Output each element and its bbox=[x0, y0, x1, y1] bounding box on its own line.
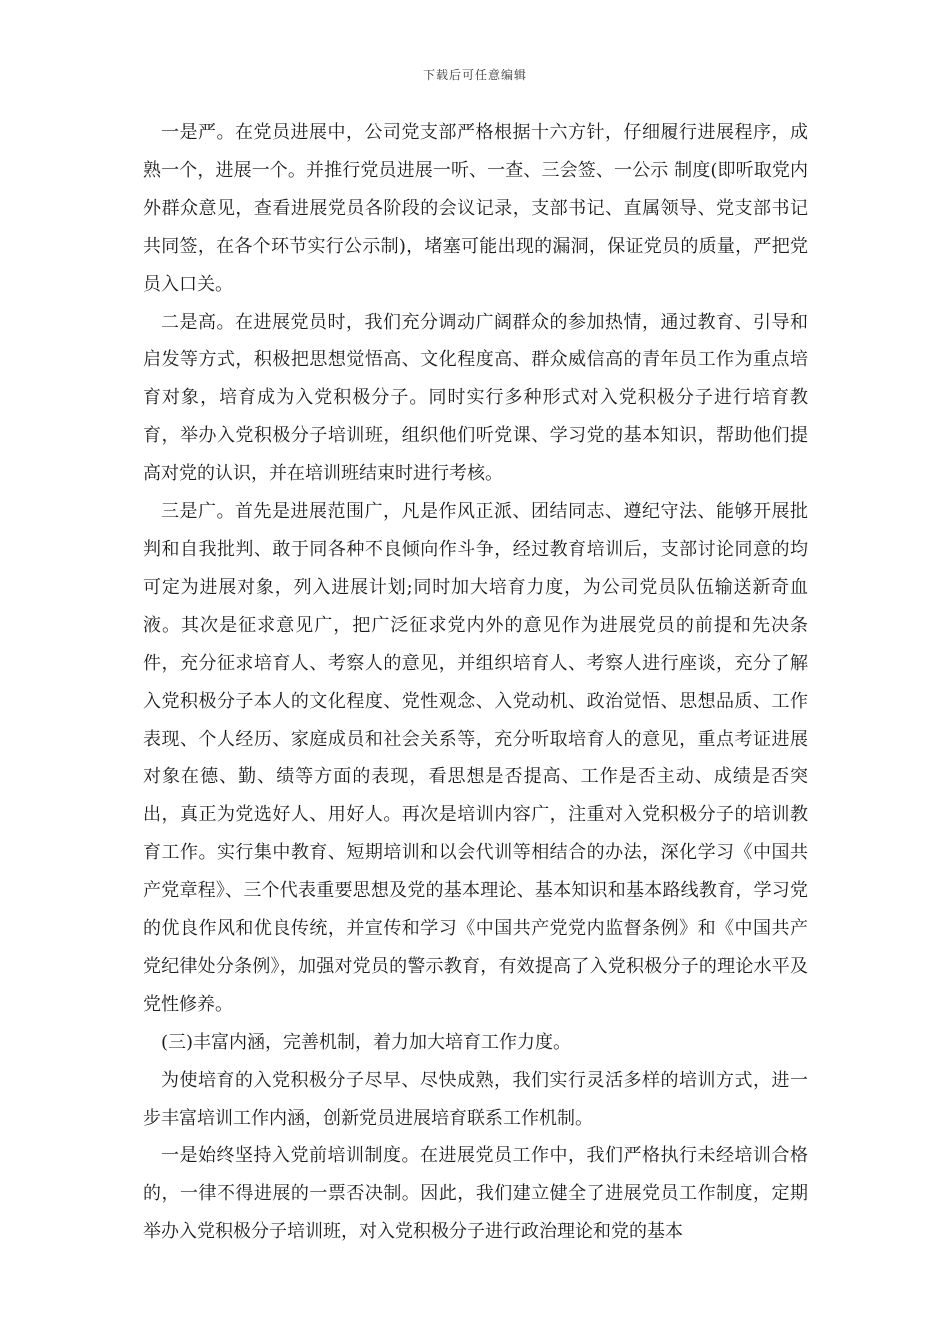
page-header: 下载后可任意编辑 bbox=[422, 68, 527, 82]
section-heading: (三)丰富内涵，完善机制，着力加大培育工作力度。 bbox=[161, 1031, 572, 1053]
paragraph-broad: 三是广。首先是进展范围广，凡是作风正派、团结同志、遵纪守法、能够开展批判和自我批判、敢于同各种不良倾向作斗争，经过教育培训后，支部讨论同意的均可定为进展对象，列入进展计划;同时加大培育力度，为公司党员队伍输送新奇血液。其次是征求意见广，把广泛征求党内外的意见作为进展党员的前提和先决条件，充分征求培育人、考察人的意见，并组织培育人、考察人进行座谈，充分了解入党积极分子本人的文化程度、党性观念、入党动机、政治觉悟、思想品质、工作表现、个人经历、家庭成员和社会关系等，充分听取培育人的意见，重点考证进展对象在德、勤、绩等方面的表现，看思想是否提高、工作是否主动、成绩是否突出，真正为党选好人、用好人。再次是培训内容广，注重对入党积极分子的培训教育工作。实行集中教育、短期培训和以会代训等相结合的办法，深化学习《中国共产党章程》、三个代表重要思想及党的基本理论、基本知识和基本路线教育，学习党的优良作风和优良传统，并宣传和学习《中国共产党党内监督条例》和《中国共产党纪律处分条例》，加强对党员的警示教育，有效提高了入党积极分子的理论水平及党性修养。 bbox=[143, 501, 808, 1015]
paragraph-intro: 为使培育的入党积极分子尽早、尽快成熟，我们实行灵活多样的培训方式，进一步丰富培训工作内涵，创新党员进展培育联系工作机制。 bbox=[143, 1069, 808, 1129]
paragraph-high: 二是高。在进展党员时，我们充分调动广阔群众的参加热情，通过教育、引导和启发等方式，积极把思想觉悟高、文化程度高、群众威信高的青年员工作为重点培育对象，培育成为入党积极分子。同时实行多种形式对入党积极分子进行培育教育，举办入党积极分子培训班，组织他们听党课、学习党的基本知识，帮助他们提高对党的认识，并在培训班结束时进行考核。 bbox=[143, 311, 808, 485]
paragraph-strict: 一是严。在党员进展中，公司党支部严格根据十六方针，仔细履行进展程序，成熟一个，进展一个。并推行党员进展一听、一查、三会签、一公示 制度(即听取党内外群众意见，查看进展党员各阶段的会议记录，支部书记、直属领导、党支部书记共同签，在各个环节实行公示制)，堵塞可能出现的漏洞，保证党员的质量，严把党员入口关。 bbox=[143, 122, 808, 295]
paragraph-training: 一是始终坚持入党前培训制度。在进展党员工作中，我们严格执行未经培训合格的，一律不得进展的一票否决制。因此，我们建立健全了进展党员工作制度，定期举办入党积极分子培训班，对入党积极分子进行政治理论和党的基本 bbox=[143, 1145, 808, 1243]
document-body bbox=[143, 114, 808, 1251]
